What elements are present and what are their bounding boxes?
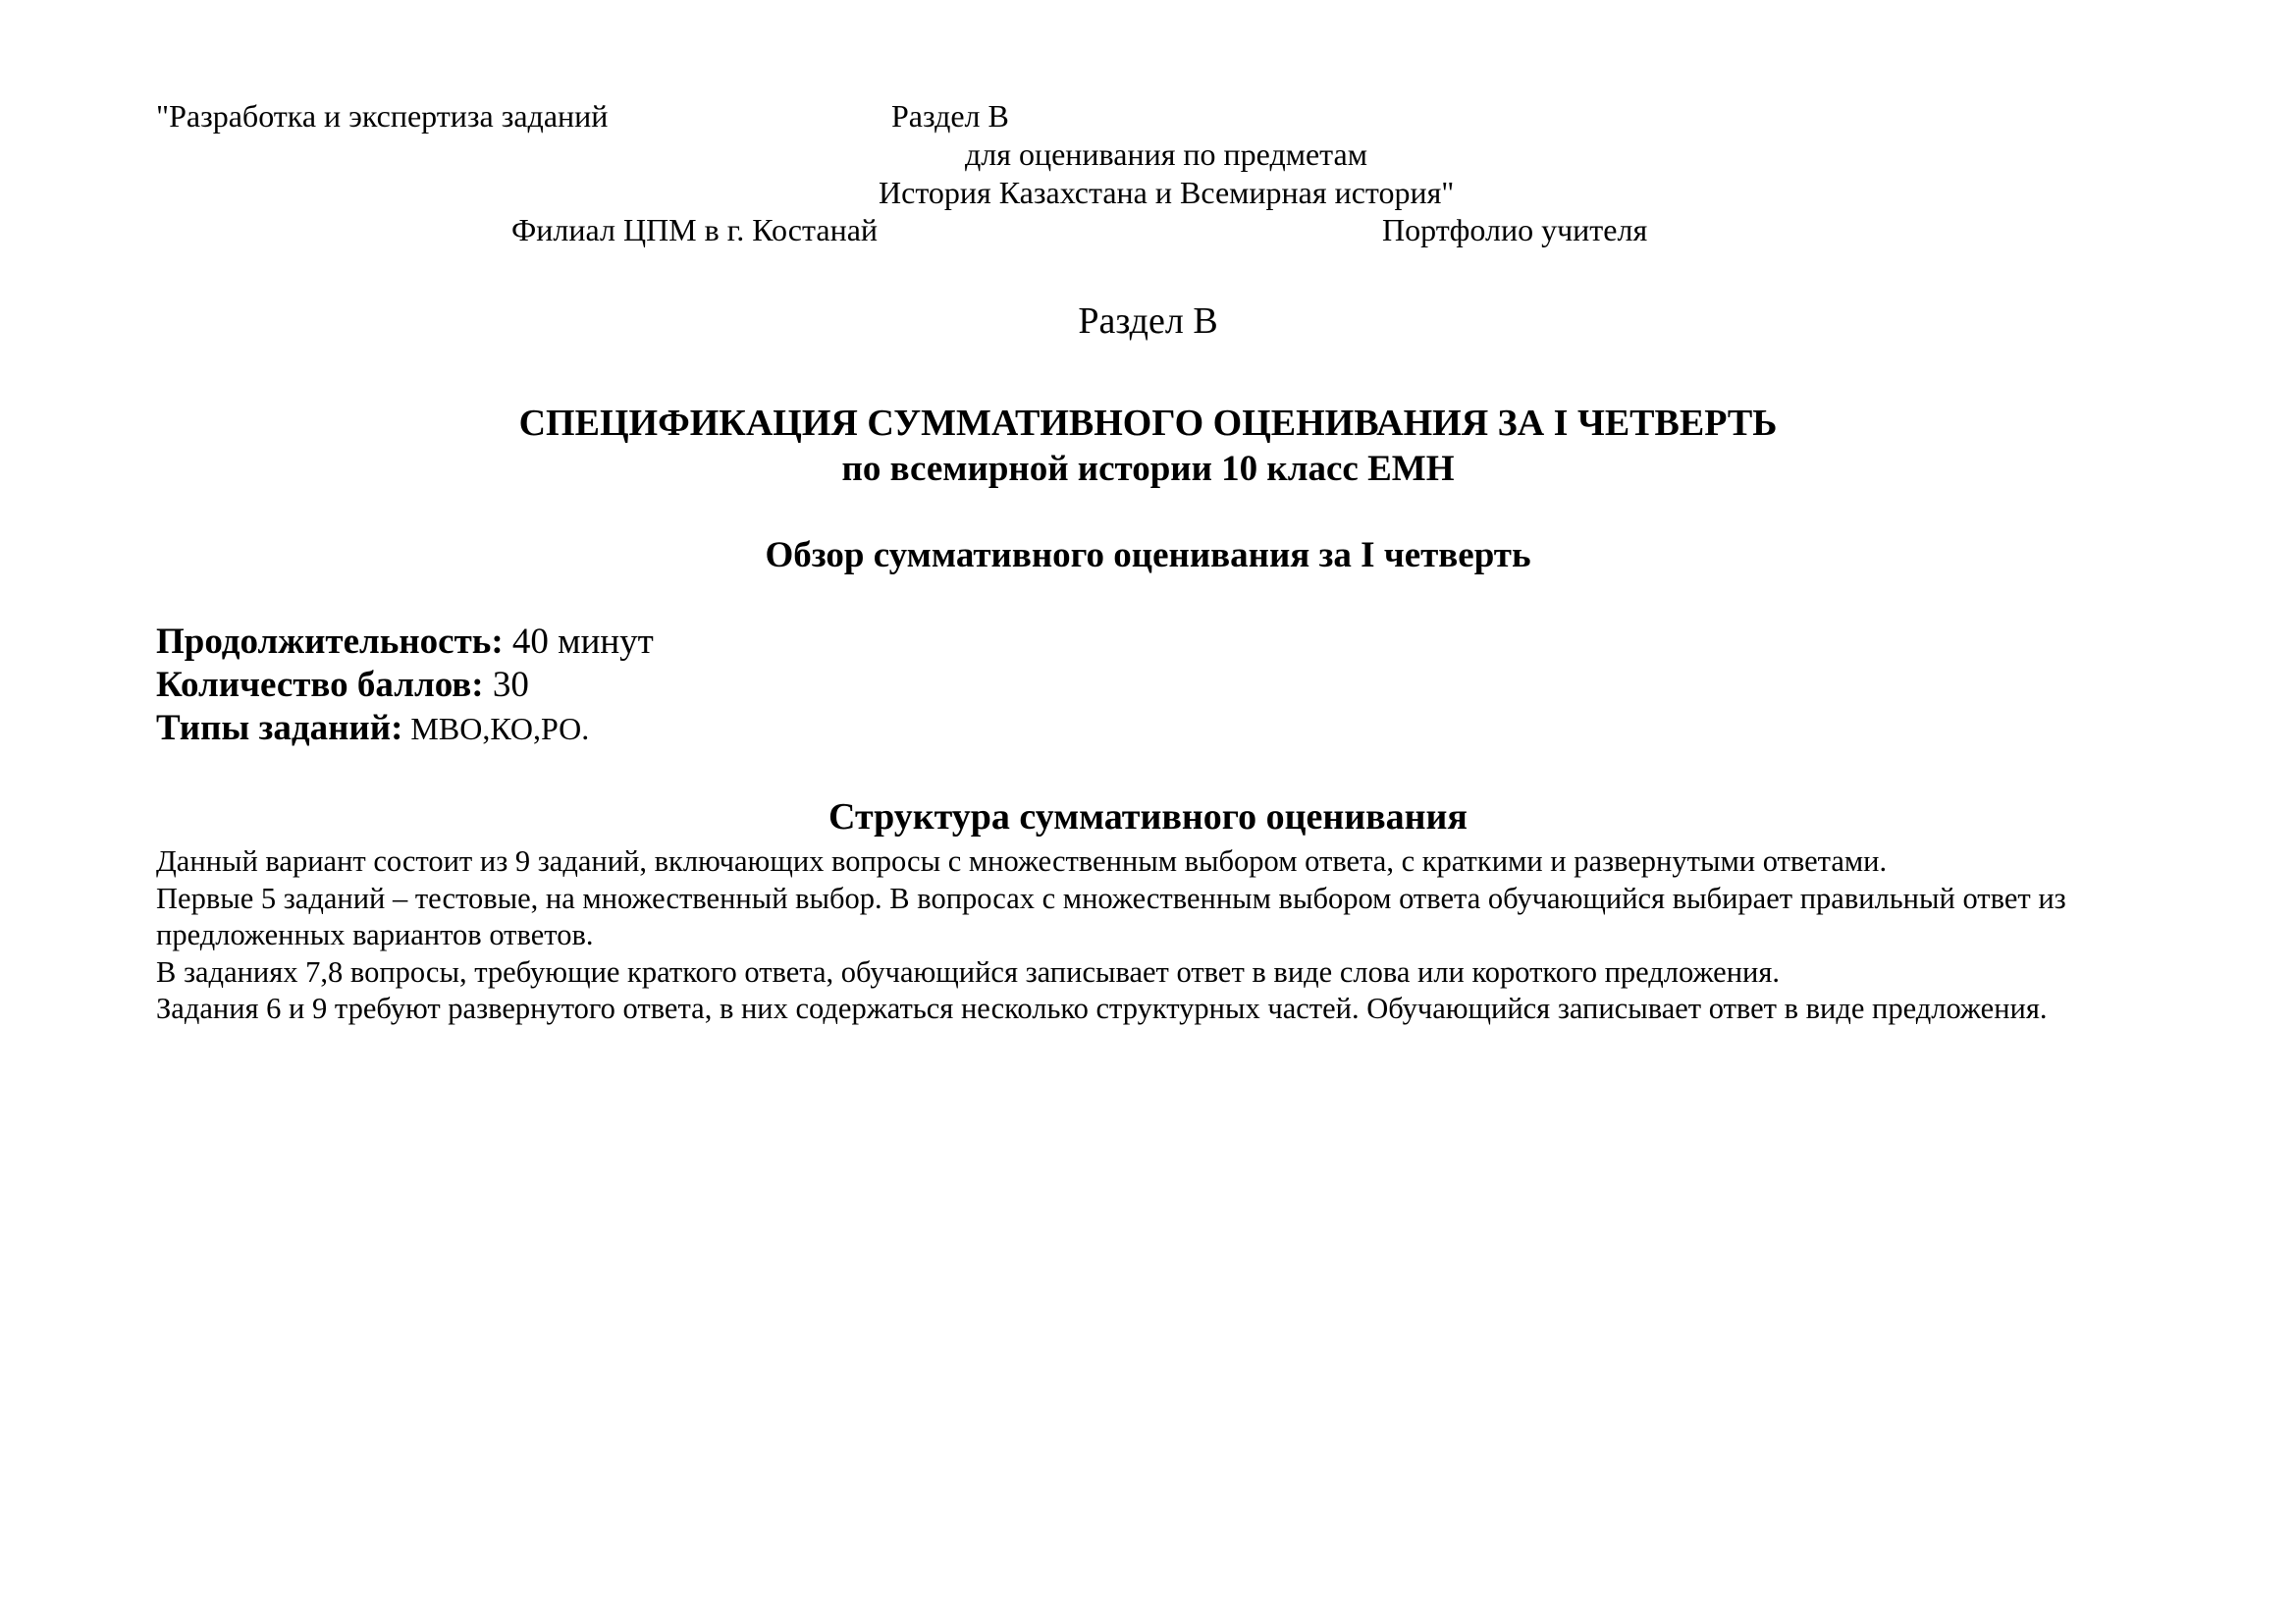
duration-label: Продолжительность: [156, 622, 504, 662]
structure-body [156, 843, 2159, 1028]
header-line1-right: Раздел В [891, 98, 1009, 134]
structure-paragraph: Первые 5 заданий – тестовые, на множественный выбор. В вопросах с множественным выбором ответа обучающийся выбирает правильный ответ из предложенных вариантов ответов. [156, 881, 2066, 951]
structure-title: Структура суммативного оценивания [828, 796, 1468, 838]
points-line [156, 664, 654, 707]
points-label: Количество баллов: [156, 665, 484, 705]
structure-paragraph: Данный вариант состоит из 9 заданий, включающих вопросы с множественным выбором ответа, с краткими и развернутыми ответами. [156, 844, 1888, 878]
assessment-meta [156, 621, 654, 750]
duration-value: 40 минут [503, 622, 654, 662]
header-line1-left: "Разработка и экспертиза заданий [156, 98, 609, 134]
spec-title: СПЕЦИФИКАЦИЯ СУММАТИВНОГО ОЦЕНИВАНИЯ ЗА I ЧЕТВЕРТЬ [518, 403, 1778, 444]
structure-paragraph: В заданиях 7,8 вопросы, требующие краткого ответа, обучающийся записывает ответ в виде слова или короткого предложения. [156, 954, 1781, 989]
header-line4-right: Портфолио учителя [1382, 212, 1648, 247]
overview-title: Обзор суммативного оценивания за I четверть [765, 535, 1531, 575]
structure-paragraph: Задания 6 и 9 требуют развернутого ответа, в них содержаться несколько структурных частей. Обучающийся записывает ответ в виде предложения. [156, 992, 2048, 1025]
header-line4-left: Филиал ЦПМ в г. Костанай [511, 212, 879, 247]
header-line3: История Казахстана и Всемирная история" [879, 175, 1455, 210]
points-value: 30 [483, 665, 529, 705]
header-line2: для оценивания по предметам [965, 136, 1367, 172]
spec-subtitle: по всемирной истории 10 класс ЕМН [841, 449, 1455, 489]
task-types-line [156, 707, 654, 750]
task-types-value: МВО,КО,РО. [402, 711, 590, 746]
duration-line [156, 621, 654, 664]
task-types-label: Типы заданий: [156, 708, 403, 748]
section-label: Раздел В [1078, 300, 1218, 342]
